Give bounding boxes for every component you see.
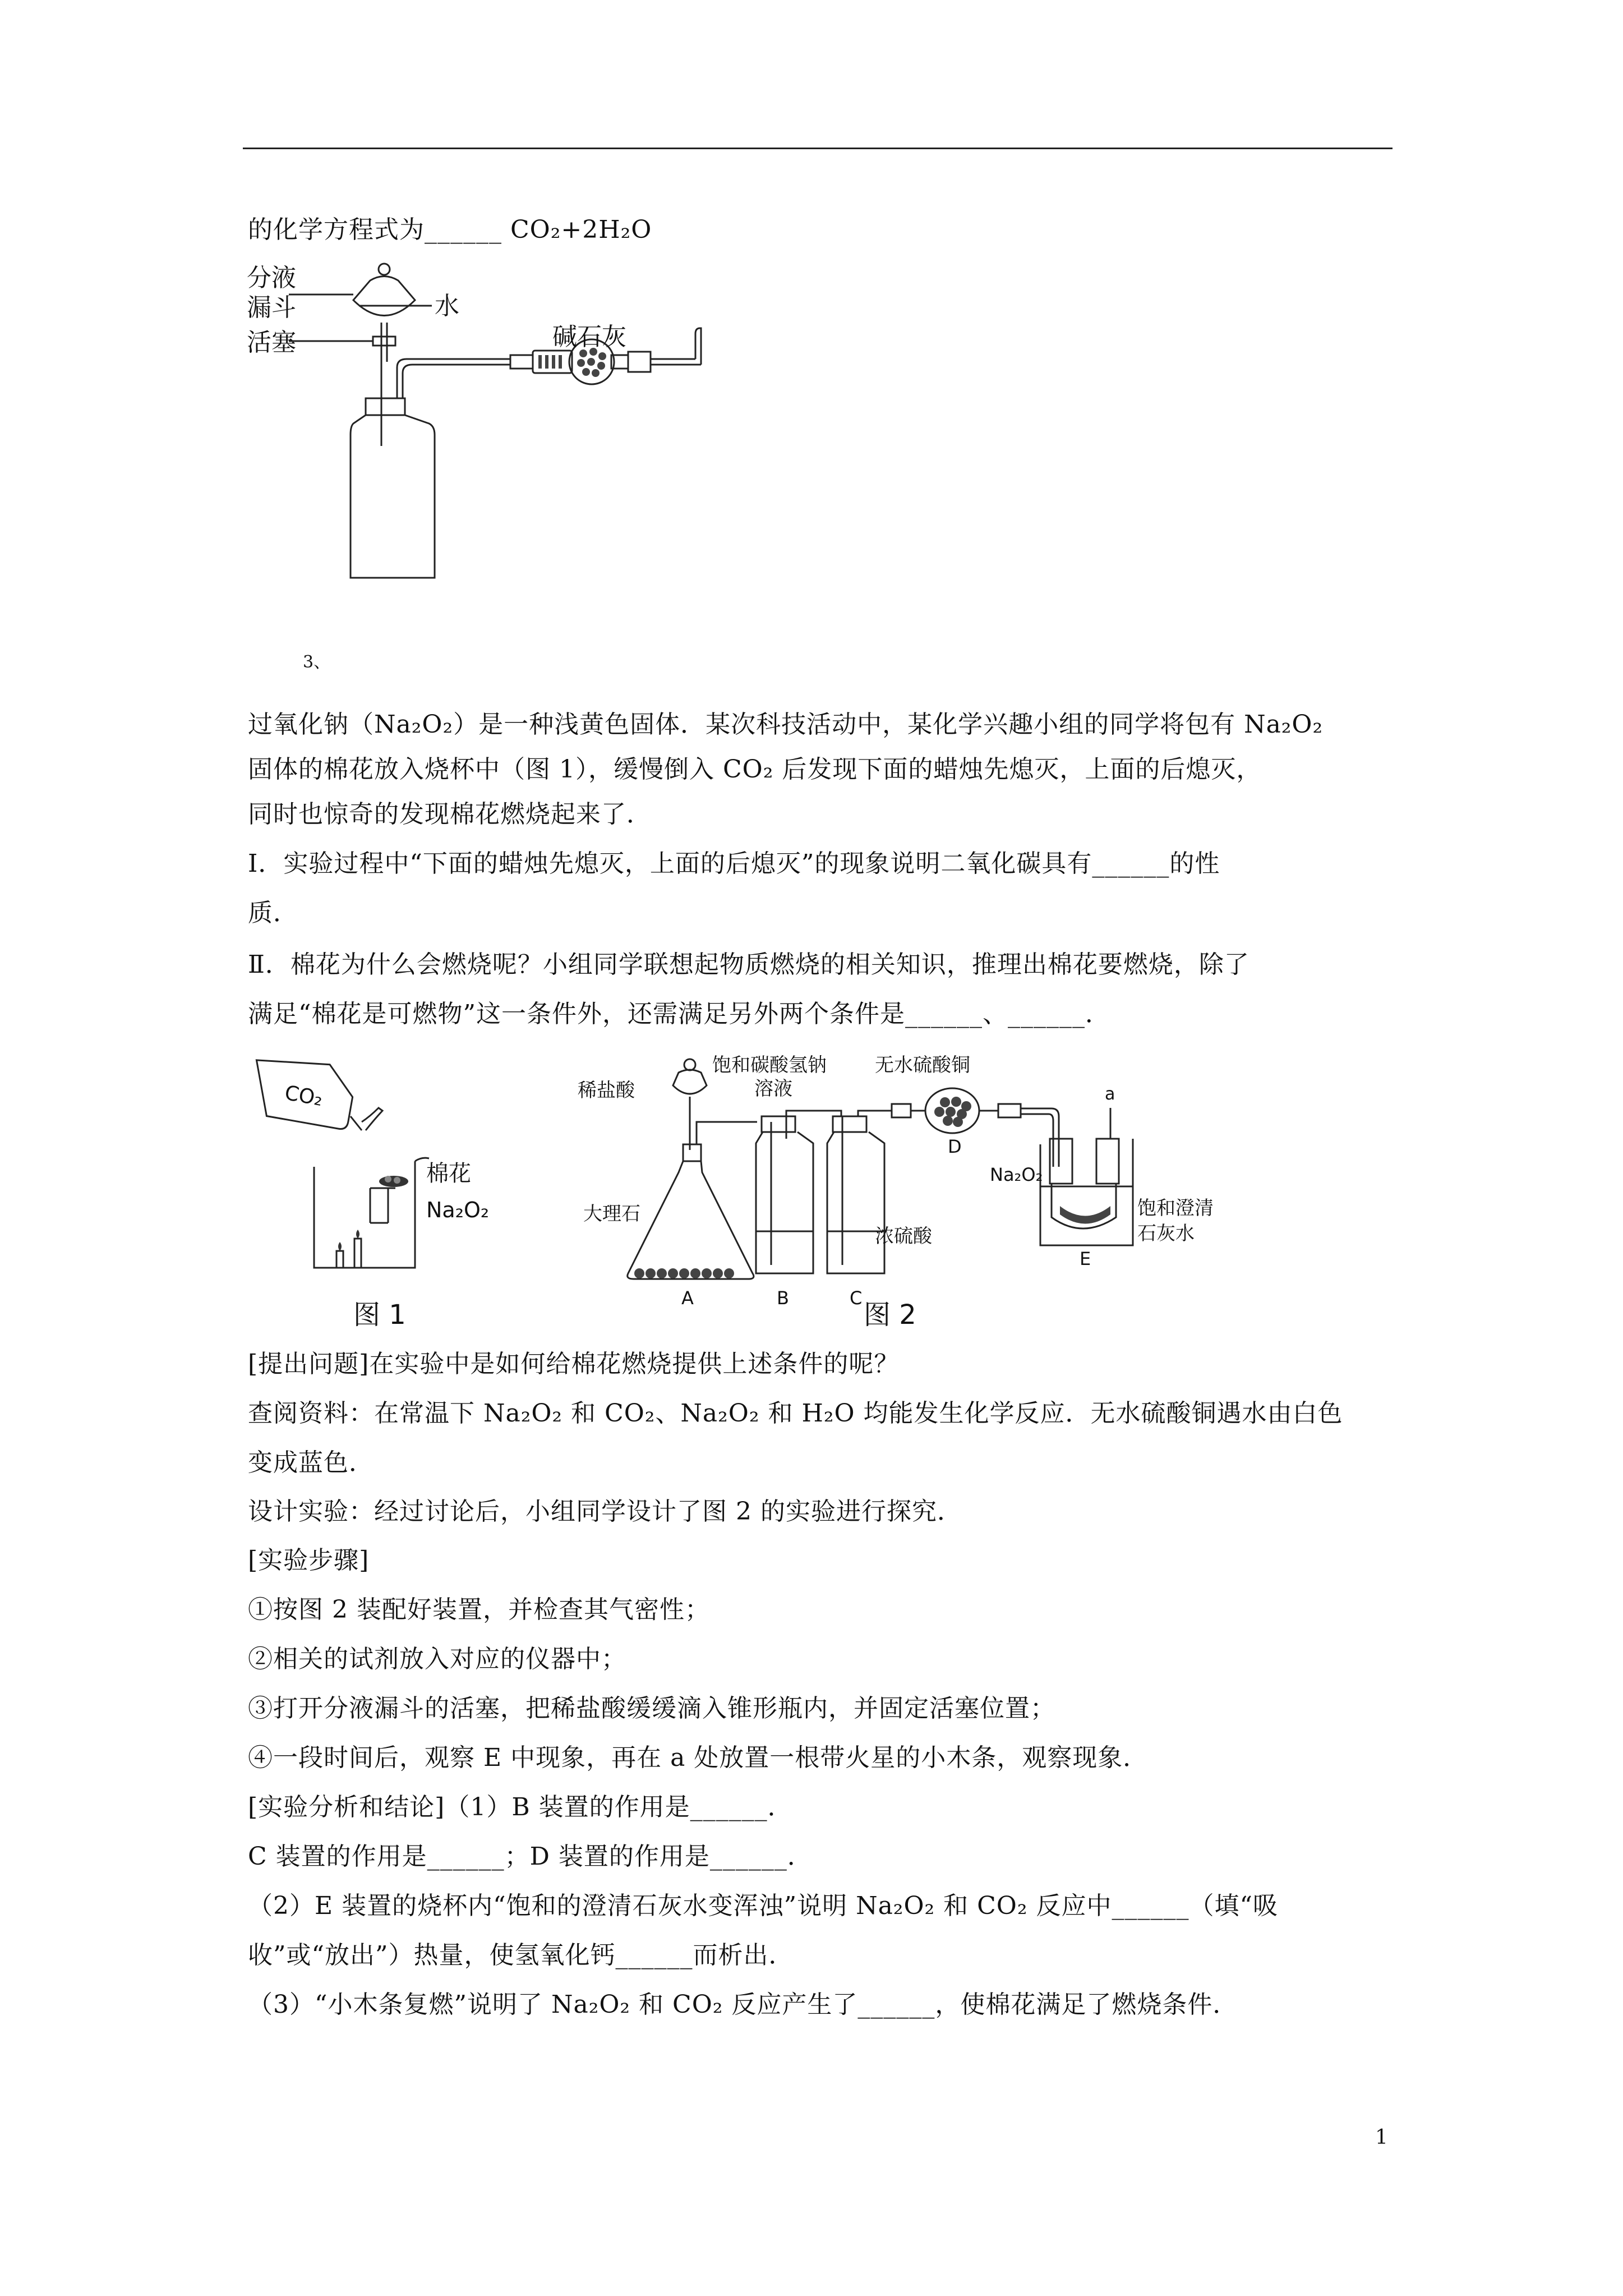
paragraph-line: [实验步骤] bbox=[248, 1546, 370, 1575]
paragraph-line: （2）E 装置的烧杯内“饱和的澄清石灰水变浑浊”说明 Na₂O₂ 和 CO₂ 反应中______（填“吸 bbox=[248, 1892, 1278, 1920]
label-stopcock: 活塞 bbox=[247, 328, 296, 357]
fig2-nahco3-2: 溶液 bbox=[754, 1078, 792, 1100]
label-soda-lime: 碱石灰 bbox=[552, 323, 626, 351]
label-funnel-1: 分液 bbox=[247, 264, 296, 292]
fig2-caption: 图 2 bbox=[864, 1299, 916, 1331]
paragraph-line: 固体的棉花放入烧杯中（图 1），缓慢倒入 CO₂ 后发现下面的蜡烛先熄灭，上面的后熄灭， bbox=[248, 755, 1262, 784]
fig2-point-a: a bbox=[1105, 1084, 1115, 1104]
equation-line: 的化学方程式为______ CO₂+2H₂O bbox=[248, 215, 652, 244]
fig2-nahco3-1: 饱和碳酸氢钠 bbox=[712, 1055, 827, 1076]
fig2-label-c: C bbox=[850, 1287, 863, 1309]
fig2-label-d: D bbox=[948, 1136, 962, 1157]
fig2-marble: 大理石 bbox=[583, 1203, 640, 1225]
paragraph-line: 质． bbox=[248, 899, 298, 927]
paragraph-line: 收”或“放出”）热量，使氢氧化钙______而析出． bbox=[248, 1941, 794, 1970]
paragraph-line: 过氧化钠（Na₂O₂）是一种浅黄色固体．某次科技活动中，某化学兴趣小组的同学将包有 Na₂O₂ bbox=[248, 710, 1324, 739]
fig2-label-a: A bbox=[681, 1287, 694, 1309]
paragraph-line: Ⅰ．实验过程中“下面的蜡烛先熄灭，上面的后熄灭”的现象说明二氧化碳具有______的性 bbox=[248, 849, 1220, 878]
apparatus-figure bbox=[247, 255, 740, 592]
question-number: 3、 bbox=[303, 652, 331, 672]
paragraph-line: 同时也惊奇的发现棉花燃烧起来了． bbox=[248, 800, 652, 829]
paragraph-line: ④一段时间后，观察 E 中现象，再在 a 处放置一根带火星的小木条，观察现象． bbox=[248, 1743, 1149, 1772]
fig1-caption: 图 1 bbox=[353, 1299, 406, 1331]
fig1-na2o2-label: Na₂O₂ bbox=[426, 1198, 490, 1222]
label-water: 水 bbox=[435, 292, 459, 320]
fig2-limewater-2: 石灰水 bbox=[1137, 1222, 1195, 1245]
paragraph-line: Ⅱ．棉花为什么会燃烧呢？小组同学联想起物质燃烧的相关知识，推理出棉花要燃烧，除了 bbox=[248, 950, 1249, 979]
paragraph-line: ①按图 2 装配好装置，并检查其气密性； bbox=[248, 1595, 710, 1624]
fig2-dilute-hcl: 稀盐酸 bbox=[578, 1079, 635, 1102]
paragraph-line: 设计实验：经过讨论后，小组同学设计了图 2 的实验进行探究． bbox=[248, 1497, 962, 1526]
fig2-label-b: B bbox=[777, 1287, 789, 1309]
fig2-limewater-1: 饱和澄清 bbox=[1137, 1197, 1214, 1220]
paragraph-line: 变成蓝色． bbox=[248, 1448, 374, 1477]
paragraph-line: （3）“小木条复燃”说明了 Na₂O₂ 和 CO₂ 反应产生了______，使棉花满足了燃烧条件． bbox=[248, 1990, 1238, 2019]
paragraph-line: C 装置的作用是______；D 装置的作用是______． bbox=[248, 1842, 813, 1871]
paragraph-line: 查阅资料：在常温下 Na₂O₂ 和 CO₂、Na₂O₂ 和 H₂O 均能发生化学反应．无水硫酸铜遇水由白色 bbox=[248, 1399, 1343, 1428]
paragraph-line: ②相关的试剂放入对应的仪器中； bbox=[248, 1645, 626, 1673]
figure-1 bbox=[241, 1055, 533, 1346]
fig2-na2o2: Na₂O₂ bbox=[990, 1164, 1043, 1185]
fig1-co2-label: CO₂ bbox=[283, 1081, 325, 1111]
fig1-cotton-label: 棉花 bbox=[426, 1161, 471, 1186]
paragraph-line: ③打开分液漏斗的活塞，把稀盐酸缓缓滴入锥形瓶内，并固定活塞位置； bbox=[248, 1694, 1055, 1723]
header-rule bbox=[243, 148, 1393, 149]
paragraph-line: [提出问题]在实验中是如何给棉花燃烧提供上述条件的呢？ bbox=[248, 1350, 900, 1378]
figure-2 bbox=[578, 1055, 1251, 1346]
paragraph-line: 满足“棉花是可燃物”这一条件外，还需满足另外两个条件是______、______． bbox=[248, 1000, 1110, 1028]
fig2-cuso4: 无水硫酸铜 bbox=[875, 1055, 970, 1076]
fig2-label-e: E bbox=[1080, 1248, 1091, 1269]
paragraph-line: [实验分析和结论]（1）B 装置的作用是______． bbox=[248, 1793, 793, 1821]
label-funnel-2: 漏斗 bbox=[247, 293, 296, 322]
fig2-conc-h2so4: 浓硫酸 bbox=[875, 1225, 932, 1248]
page-number: 1 bbox=[1375, 2126, 1388, 2149]
